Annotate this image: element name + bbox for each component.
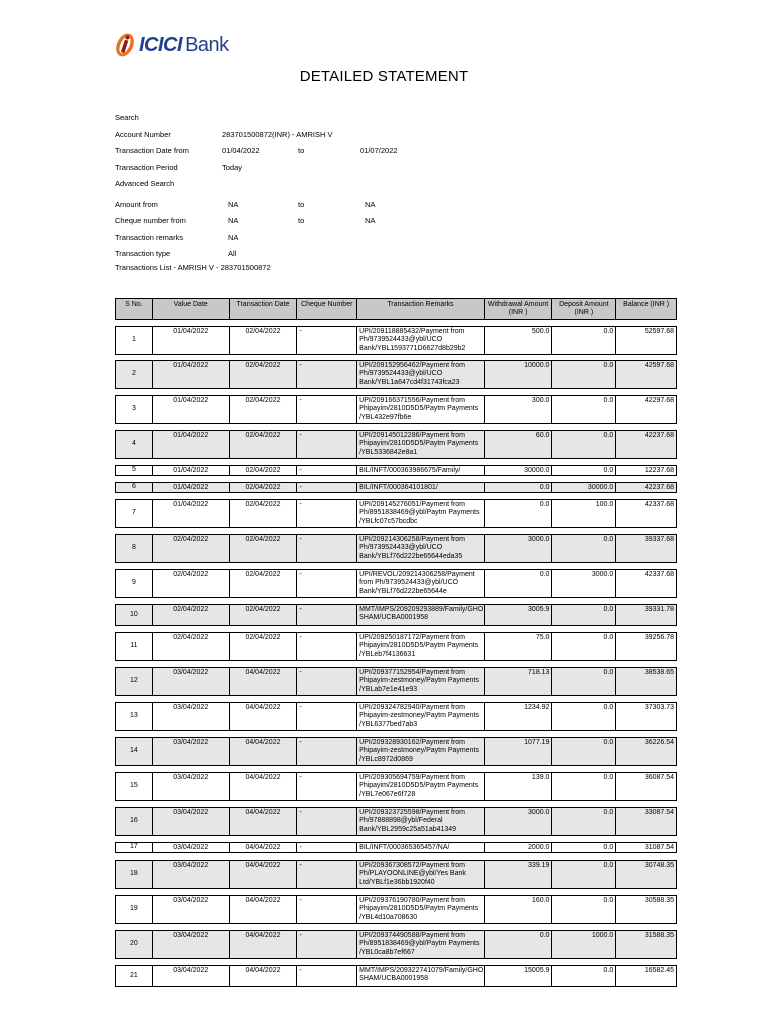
- cell-balance: 36087.54: [644, 774, 675, 781]
- cell-deposit: 0.0: [552, 808, 616, 835]
- cell-transaction-date: 04/04/2022: [230, 861, 298, 888]
- cell-value-date: 03/04/2022: [153, 738, 230, 765]
- icici-logo-icon: [115, 31, 135, 59]
- cell-deposit: 0.0: [552, 327, 616, 354]
- cell-balance: 37303.73: [644, 704, 675, 711]
- cell-balance: 16582.45: [644, 967, 675, 974]
- cell-deposit: 100.0: [552, 500, 616, 527]
- cell-cheque-number: -: [297, 861, 357, 888]
- bank-logo: [115, 30, 229, 60]
- cell-cheque-number: -: [297, 633, 357, 660]
- cell-value-date: 03/04/2022: [153, 773, 230, 800]
- cell-remarks: BIL/INFT/000364101801/: [357, 483, 485, 492]
- cell-sno: 2: [116, 361, 153, 388]
- cell-balance: 30588.35: [644, 897, 675, 904]
- page-title: DETAILED STATEMENT: [299, 68, 469, 85]
- cell-value-date: 01/04/2022: [153, 483, 230, 492]
- period-value: Today: [222, 162, 243, 172]
- cell-value-date: 02/04/2022: [153, 605, 230, 625]
- cell-balance: 42337.68: [644, 571, 675, 578]
- table-row: [115, 569, 677, 598]
- cell-transaction-date: 04/04/2022: [230, 808, 298, 835]
- cell-balance: 42237.68: [644, 484, 675, 491]
- cell-balance: 31588.35: [644, 932, 675, 939]
- table-row: [115, 930, 677, 959]
- account-label: Account Number: [115, 129, 171, 139]
- cheque-to-value: NA: [365, 216, 376, 225]
- cell-remarks: BIL/INFT/000365365457/NA/: [357, 843, 485, 852]
- cell-remarks: UPI/209367308572/Payment from Ph/PLAYOONLINE@ybl/Yes Bank Ltd/YBLf1e36bb1920f40: [357, 861, 485, 888]
- cell-remarks: UPI/REVOL/209214306258/Payment from Ph/9739524433@ybl/UCO Bank/YBLf76d222be65644e: [357, 570, 485, 597]
- cell-remarks: UPI/209214306258/Payment from Ph/9739524433@ybl/UCO Bank/YBLf76d222be65644eda35: [357, 535, 485, 562]
- table-row: [115, 326, 677, 355]
- cell-deposit: 1000.0: [552, 931, 616, 958]
- cell-sno: 15: [116, 773, 153, 800]
- cell-deposit: 0.0: [552, 605, 616, 625]
- cell-withdrawal: 1077.19: [485, 738, 553, 765]
- header-balance: Balance (INR ): [623, 301, 670, 308]
- cell-sno: 7: [116, 500, 153, 527]
- remarks-label: Transaction remarks: [115, 232, 184, 242]
- cell-balance: 39256.78: [644, 634, 675, 641]
- cheque-label: Cheque number from: [115, 216, 186, 225]
- cell-sno: 1: [116, 327, 153, 354]
- cell-transaction-date: 02/04/2022: [230, 500, 298, 527]
- cell-value-date: 01/04/2022: [153, 466, 230, 475]
- cell-balance: 30748.35: [644, 862, 675, 869]
- table-row: [115, 737, 677, 766]
- cell-remarks: UPI/209377152954/Payment from Phipayim-zestmoney/Paytm Payments /YBLab7e1e41e93: [357, 668, 485, 695]
- table-row: [115, 360, 677, 389]
- cell-sno: 17: [116, 843, 153, 852]
- cell-cheque-number: -: [297, 431, 357, 458]
- cell-transaction-date: 02/04/2022: [230, 327, 298, 354]
- cell-value-date: 02/04/2022: [153, 570, 230, 597]
- cell-cheque-number: -: [297, 843, 357, 852]
- cell-remarks: UPI/209145012286/Payment from Phipayim/2810D5D5/Paytm Payments /YBL5336842e8a1: [357, 431, 485, 458]
- cell-cheque-number: -: [297, 703, 357, 730]
- cell-value-date: 03/04/2022: [153, 668, 230, 695]
- table-row: [115, 965, 677, 987]
- table-row: [115, 482, 677, 493]
- cell-withdrawal: 75.0: [485, 633, 553, 660]
- cell-value-date: 03/04/2022: [153, 896, 230, 923]
- cell-deposit: 0.0: [552, 466, 616, 475]
- cell-cheque-number: -: [297, 500, 357, 527]
- cell-balance: 39331.78: [644, 606, 675, 613]
- cell-balance: 52597.68: [644, 328, 675, 335]
- cell-withdrawal: 0.0: [485, 483, 553, 492]
- cell-cheque-number: -: [297, 808, 357, 835]
- table-row: [115, 807, 677, 836]
- cell-cheque-number: -: [297, 896, 357, 923]
- cell-deposit: 0.0: [552, 396, 616, 423]
- cell-transaction-date: 04/04/2022: [230, 668, 298, 695]
- header-sno: S No.: [116, 299, 153, 319]
- cell-sno: 9: [116, 570, 153, 597]
- cell-transaction-date: 02/04/2022: [230, 361, 298, 388]
- cell-deposit: 0.0: [552, 361, 616, 388]
- cell-deposit: 0.0: [552, 431, 616, 458]
- cell-value-date: 01/04/2022: [153, 431, 230, 458]
- cell-remarks: UPI/209250187172/Payment from Phipayim/2810D5D5/Paytm Payments /YBLeb7f4136631: [357, 633, 485, 660]
- table-row: [115, 534, 677, 563]
- amount-to-separator: to: [298, 199, 305, 209]
- cell-deposit: 0.0: [552, 843, 616, 852]
- type-label: Transaction type: [115, 249, 171, 258]
- cell-sno: 11: [116, 633, 153, 660]
- cell-sno: 12: [116, 668, 153, 695]
- cell-value-date: 03/04/2022: [153, 808, 230, 835]
- table-row: [115, 895, 677, 924]
- cell-withdrawal: 0.0: [485, 500, 553, 527]
- cell-sno: 6: [116, 483, 153, 492]
- cell-withdrawal: 718.13: [485, 668, 553, 695]
- cell-transaction-date: 02/04/2022: [230, 605, 298, 625]
- cell-transaction-date: 04/04/2022: [230, 931, 298, 958]
- cell-transaction-date: 04/04/2022: [230, 966, 298, 986]
- cell-value-date: 01/04/2022: [153, 396, 230, 423]
- cell-sno: 13: [116, 703, 153, 730]
- cell-transaction-date: 04/04/2022: [230, 773, 298, 800]
- cell-withdrawal: 139.0: [485, 773, 553, 800]
- cell-withdrawal: 60.0: [485, 431, 553, 458]
- header-transaction-remarks: Transaction Remarks: [357, 299, 485, 319]
- cell-cheque-number: -: [297, 773, 357, 800]
- cell-remarks: UPI/209166371556/Payment from Phipayim/2810D5D5/Paytm Payments /YBL432e97fb6e: [357, 396, 485, 423]
- cell-withdrawal: 339.19: [485, 861, 553, 888]
- cell-withdrawal: 0.0: [485, 570, 553, 597]
- cell-cheque-number: -: [297, 396, 357, 423]
- cell-remarks: UPI/209324782940/Payment from Phipayim-zestmoney/Paytm Payments /YBL6377bed7ab3: [357, 703, 485, 730]
- cell-remarks: UPI/209328930162/Payment from Phipayim-zestmoney/Paytm Payments /YBLc8972d0869: [357, 738, 485, 765]
- cell-deposit: 0.0: [552, 738, 616, 765]
- cell-withdrawal: 3000.0: [485, 535, 553, 562]
- cell-deposit: 0.0: [552, 896, 616, 923]
- cell-deposit: 0.0: [552, 861, 616, 888]
- cell-sno: 8: [116, 535, 153, 562]
- cell-value-date: 03/04/2022: [153, 843, 230, 852]
- table-row: [115, 604, 677, 626]
- table-row: [115, 772, 677, 801]
- cell-sno: 21: [116, 966, 153, 986]
- cell-sno: 20: [116, 931, 153, 958]
- bank-name-bold: ICICI: [139, 33, 183, 56]
- cell-cheque-number: -: [297, 605, 357, 625]
- cell-remarks: MMT/IMPS/209322741079/Family/GHO SHAM/UCBA0001958: [357, 966, 485, 986]
- cell-transaction-date: 04/04/2022: [230, 896, 298, 923]
- search-heading: Search: [115, 113, 139, 122]
- cell-sno: 18: [116, 861, 153, 888]
- cell-value-date: 02/04/2022: [153, 535, 230, 562]
- bank-name: [139, 34, 229, 57]
- cell-remarks: UPI/209152956462/Payment from Ph/9739524433@ybl/UCO Bank/YBL1a647cd4f31743fca23: [357, 361, 485, 388]
- cell-balance: 12237.68: [644, 467, 675, 474]
- cell-cheque-number: -: [297, 668, 357, 695]
- cell-cheque-number: -: [297, 483, 357, 492]
- cell-transaction-date: 02/04/2022: [230, 396, 298, 423]
- remarks-value: NA: [228, 232, 239, 242]
- cell-sno: 3: [116, 396, 153, 423]
- cell-cheque-number: -: [297, 966, 357, 986]
- date-from-value: 01/04/2022: [222, 146, 260, 155]
- cell-cheque-number: -: [297, 466, 357, 475]
- cell-cheque-number: -: [297, 570, 357, 597]
- table-row: [115, 430, 677, 459]
- cell-sno: 5: [116, 466, 153, 475]
- cell-remarks: UPI/209118885432/Payment from Ph/9739524433@ybl/UCO Bank/YBL1593771D6627d8b29b2: [357, 327, 485, 354]
- table-row: [115, 667, 677, 696]
- cell-balance: 42297.68: [644, 397, 675, 404]
- cell-sno: 10: [116, 605, 153, 625]
- cell-deposit: 0.0: [552, 535, 616, 562]
- cell-withdrawal: 500.0: [485, 327, 553, 354]
- advanced-search-heading: Advanced Search: [115, 179, 175, 188]
- cell-deposit: 0.0: [552, 668, 616, 695]
- table-header: [115, 298, 677, 320]
- cell-balance: 42597.68: [644, 362, 675, 369]
- cell-value-date: 03/04/2022: [153, 861, 230, 888]
- cell-deposit: 0.0: [552, 703, 616, 730]
- amount-from-value: NA: [228, 199, 239, 209]
- table-row: [115, 860, 677, 889]
- cell-deposit: 0.0: [552, 633, 616, 660]
- cell-cheque-number: -: [297, 931, 357, 958]
- period-label: Transaction Period: [115, 162, 178, 172]
- cell-transaction-date: 02/04/2022: [230, 633, 298, 660]
- cell-transaction-date: 02/04/2022: [230, 570, 298, 597]
- amount-to-value: NA: [365, 199, 376, 209]
- date-to-value: 01/07/2022: [360, 146, 398, 155]
- cell-value-date: 01/04/2022: [153, 361, 230, 388]
- cell-withdrawal: 0.0: [485, 931, 553, 958]
- date-from-label: Transaction Date from: [115, 146, 189, 155]
- table-row: [115, 632, 677, 661]
- cell-transaction-date: 04/04/2022: [230, 843, 298, 852]
- cell-deposit: 0.0: [552, 773, 616, 800]
- cell-balance: 39337.68: [644, 536, 675, 543]
- cell-balance: 38538.65: [644, 669, 675, 676]
- cell-withdrawal: 300.0: [485, 396, 553, 423]
- cell-balance: 31087.54: [644, 844, 675, 851]
- cell-transaction-date: 04/04/2022: [230, 738, 298, 765]
- header-deposit-amount: Deposit Amount (INR ): [552, 299, 616, 319]
- cell-withdrawal: 1234.92: [485, 703, 553, 730]
- cell-remarks: UPI/209305694759/Payment from Phipayim/2810D5D5/Paytm Payments /YBL7e067e6f728: [357, 773, 485, 800]
- cell-balance: 42337.68: [644, 501, 675, 508]
- cell-value-date: 01/04/2022: [153, 327, 230, 354]
- cheque-to-separator: to: [298, 216, 305, 225]
- amount-label: Amount from: [115, 199, 158, 209]
- cell-remarks: UPI/209376190780/Payment from Phipayim/2810D5D5/Paytm Payments /YBL4d10a708630: [357, 896, 485, 923]
- transactions-list-label: Transactions List - AMRISH V - 283701500872: [115, 262, 271, 272]
- cell-remarks: UPI/209374490588/Payment from Ph/8951838469@ybl/Paytm Payments /YBL0ca8b7ef667: [357, 931, 485, 958]
- cell-value-date: 03/04/2022: [153, 703, 230, 730]
- cell-sno: 16: [116, 808, 153, 835]
- cell-transaction-date: 02/04/2022: [230, 466, 298, 475]
- account-value: 283701500872(INR) - AMRISH V: [222, 129, 333, 139]
- cell-remarks: BIL/INFT/000363986675/Family/: [357, 466, 485, 475]
- cell-cheque-number: -: [297, 327, 357, 354]
- header-cheque-number: Cheque Number: [297, 299, 357, 319]
- type-value: All: [228, 249, 237, 258]
- cell-transaction-date: 02/04/2022: [230, 535, 298, 562]
- cell-withdrawal: 30000.0: [485, 466, 553, 475]
- header-withdrawal-amount: Withdrawal Amount (INR ): [485, 299, 553, 319]
- cell-remarks: MMT/IMPS/209209293889/Family/GHO SHAM/UCBA0001958: [357, 605, 485, 625]
- cell-transaction-date: 04/04/2022: [230, 703, 298, 730]
- cell-withdrawal: 2000.0: [485, 843, 553, 852]
- cell-balance: 36226.54: [644, 739, 675, 746]
- cell-value-date: 01/04/2022: [153, 500, 230, 527]
- cell-cheque-number: -: [297, 361, 357, 388]
- cell-withdrawal: 15005.9: [485, 966, 553, 986]
- cell-deposit: 3000.0: [552, 570, 616, 597]
- cell-sno: 4: [116, 431, 153, 458]
- table-row: [115, 395, 677, 424]
- cell-transaction-date: 02/04/2022: [230, 431, 298, 458]
- cell-sno: 19: [116, 896, 153, 923]
- cell-cheque-number: -: [297, 738, 357, 765]
- cell-balance: 42237.68: [644, 432, 675, 439]
- table-row: [115, 842, 677, 853]
- cell-deposit: 30000.0: [552, 483, 616, 492]
- cell-sno: 14: [116, 738, 153, 765]
- cell-deposit: 0.0: [552, 966, 616, 986]
- cell-withdrawal: 160.0: [485, 896, 553, 923]
- cell-value-date: 03/04/2022: [153, 931, 230, 958]
- cheque-from-value: NA: [228, 216, 239, 225]
- cell-withdrawal: 10000.0: [485, 361, 553, 388]
- cell-value-date: 03/04/2022: [153, 966, 230, 986]
- cell-balance: 33087.54: [644, 809, 675, 816]
- header-transaction-date: Transaction Date: [230, 299, 298, 319]
- cell-withdrawal: 3005.9: [485, 605, 553, 625]
- table-row: [115, 702, 677, 731]
- cell-remarks: UPI/209145276051/Payment from Ph/8951838469@ybl/Paytm Payments /YBLfc07c57bcdbc: [357, 500, 485, 527]
- cell-remarks: UPI/209323725598/Payment from Ph/97888898@ybl/Federal Bank/YBL2959c25a51ab41349: [357, 808, 485, 835]
- date-to-separator: to: [298, 146, 305, 155]
- table-row: [115, 465, 677, 476]
- table-row: [115, 499, 677, 528]
- cell-cheque-number: -: [297, 535, 357, 562]
- cell-value-date: 02/04/2022: [153, 633, 230, 660]
- bank-name-rest: Bank: [185, 33, 229, 56]
- cell-transaction-date: 02/04/2022: [230, 483, 298, 492]
- header-value-date: Value Date: [153, 299, 230, 319]
- cell-withdrawal: 3000.0: [485, 808, 553, 835]
